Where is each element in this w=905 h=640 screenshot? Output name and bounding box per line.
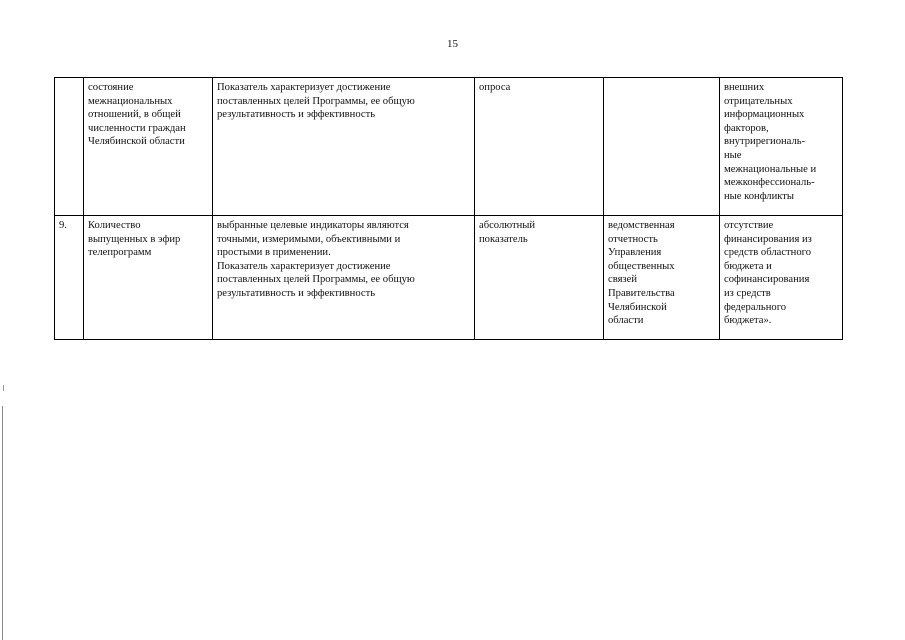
source-cell — [604, 78, 720, 216]
factors-cell: отсутствие финансирования из средств областного бюджета и софинансирования из средств федерального бюджета». — [720, 216, 843, 340]
source-cell: ведомственная отчетность Управления общественных связей Правительства Челябинской области — [604, 216, 720, 340]
indicator-table — [54, 77, 843, 340]
row-number-cell — [55, 78, 84, 216]
description-cell: выбранные целевые индикаторы являются точными, измеримыми, объективными и простыми в применении. Показатель характеризует достижение поставленных целей Программы, ее общую результативность и эффективность — [213, 216, 475, 340]
table-row — [55, 78, 843, 216]
indicator-name-cell: Количество выпущенных в эфир телепрограмм — [84, 216, 213, 340]
scan-edge-line — [2, 406, 3, 640]
indicator-name-cell: состояние межнациональных отношений, в общей численности граждан Челябинской области — [84, 78, 213, 216]
description-cell: Показатель характеризует достижение поставленных целей Программы, ее общую результативность и эффективность — [213, 78, 475, 216]
method-cell: абсолютный показатель — [475, 216, 604, 340]
factors-cell: внешних отрицательных информационных факторов, внутрирегиональ- ные межнациональные и межконфессиональ- ные конфликты — [720, 78, 843, 216]
scan-artifact — [3, 385, 4, 391]
page-number: 15 — [447, 38, 458, 50]
table-row — [55, 216, 843, 340]
row-number-cell: 9. — [55, 216, 84, 340]
method-cell: опроса — [475, 78, 604, 216]
